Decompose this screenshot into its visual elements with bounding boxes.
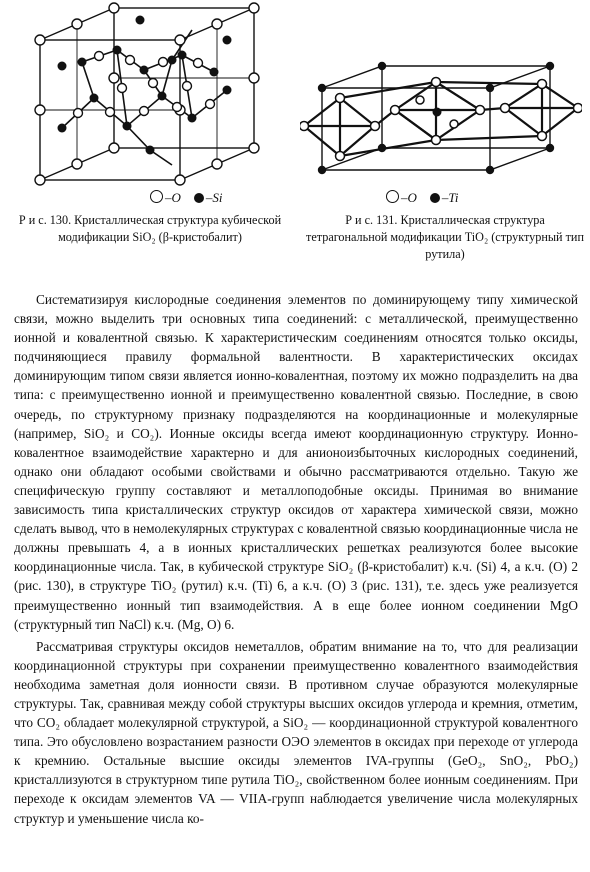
figure-130-caption: Р и с. 130. Кристаллическая структура кубической модификации SiO₂ (β-кристобалит) bbox=[18, 213, 282, 244]
figure-130-cristobalite bbox=[22, 0, 272, 188]
figure-131-legend: –O –Ti bbox=[386, 190, 459, 206]
silicon-marker-icon bbox=[194, 193, 204, 203]
figure-131-caption: Р и с. 131. Кристаллическая структура тетрагональной модификации TiO₂ (структурный тип рутила) bbox=[306, 213, 584, 261]
paragraph-1: Систематизируя кислородные соединения элементов по доминирующему типу химической связи, можно выделить три основных типа соединений: с металлической, преимущественно ионной и ковалентной связью. К характеристическим соединениям относятся только оксиды, подчиняющиеся правилу формальной валентности. В характеристических оксидах доминирующим типом связи является ионно-ковалентная, поэтому их можно подразделить на два типа: с преимущественно ионной и преимущественно ковалентной связью. Последние, в свою очередь, по структурному признаку подразделяются на координационные и молекулярные (например, SiO₂ и CO₂). Ионные оксиды всегда имеют координационную структуру. Ионно-ковалентное взаимодействие характерно и для анионоизбыточных кислородных соединений, однако они обладают особыми свойствами и обычно рассматриваются отдельно. Такую же специфическую группу составляют и металлоподобные оксиды. Принимая во внимание зависимость типа кристаллических структур оксидов от характера химической связи, можно сделать вывод, что в немолекулярных структурах с ковалентной связью координационные числа не должны превышать 4, а в ионных кристаллических решетках реализуются более высокие координационные числа. Так, в кубической структуре SiO₂ (β-кристобалит) к.ч. (Si) 4, а к.ч. (O) 2 (рис. 130), в структуре TiO₂ (рутил) к.ч. (Ti) 6, а к.ч. (O) 3 (рис. 131), т.е. здесь уже реализуется преимущественно ионный тип взаимодействия. А в еще более ионном соединении MgO (структурный тип NaCl) к.ч. (Mg, O) 6. bbox=[14, 292, 578, 632]
rutile-structure-drawing bbox=[300, 48, 582, 176]
figure-131-rutile bbox=[300, 48, 582, 176]
figure-130-legend: –O –Si bbox=[150, 190, 223, 206]
oxygen-marker-icon bbox=[386, 190, 399, 203]
oxygen-marker-icon bbox=[150, 190, 163, 203]
paragraph-2: Рассматривая структуры оксидов неметаллов, обратим внимание на то, что для реализации координационной структуры при сохранении преимущественно ковалентного взаимодействия необходима заметная доля ионности связи. В противном случае образуются молекулярные структуры. Так, сравнивая между собой структуры высших оксидов углерода и кремния, отметим, что CO₂ обладает молекулярной структурой, а SiO₂ — координационной структурой ковалентного типа. Это обусловлено возрастанием разности ОЭО элементов в оксидах при переходе от углерода к кремнию. Остальные высшие оксиды элементов IVA-группы (GeO₂, SnO₂, PbO₂) кристаллизуются в структурном типе рутила TiO₂, свойственном более ионным соединениям. При переходе к оксидам элементов VA — VIIA-групп наблюдается увеличение числа молекулярных структур и уменьшение числа ко- bbox=[14, 638, 578, 826]
cristobalite-structure-drawing bbox=[22, 0, 272, 188]
body-text bbox=[14, 290, 578, 828]
titanium-marker-icon bbox=[430, 193, 440, 203]
